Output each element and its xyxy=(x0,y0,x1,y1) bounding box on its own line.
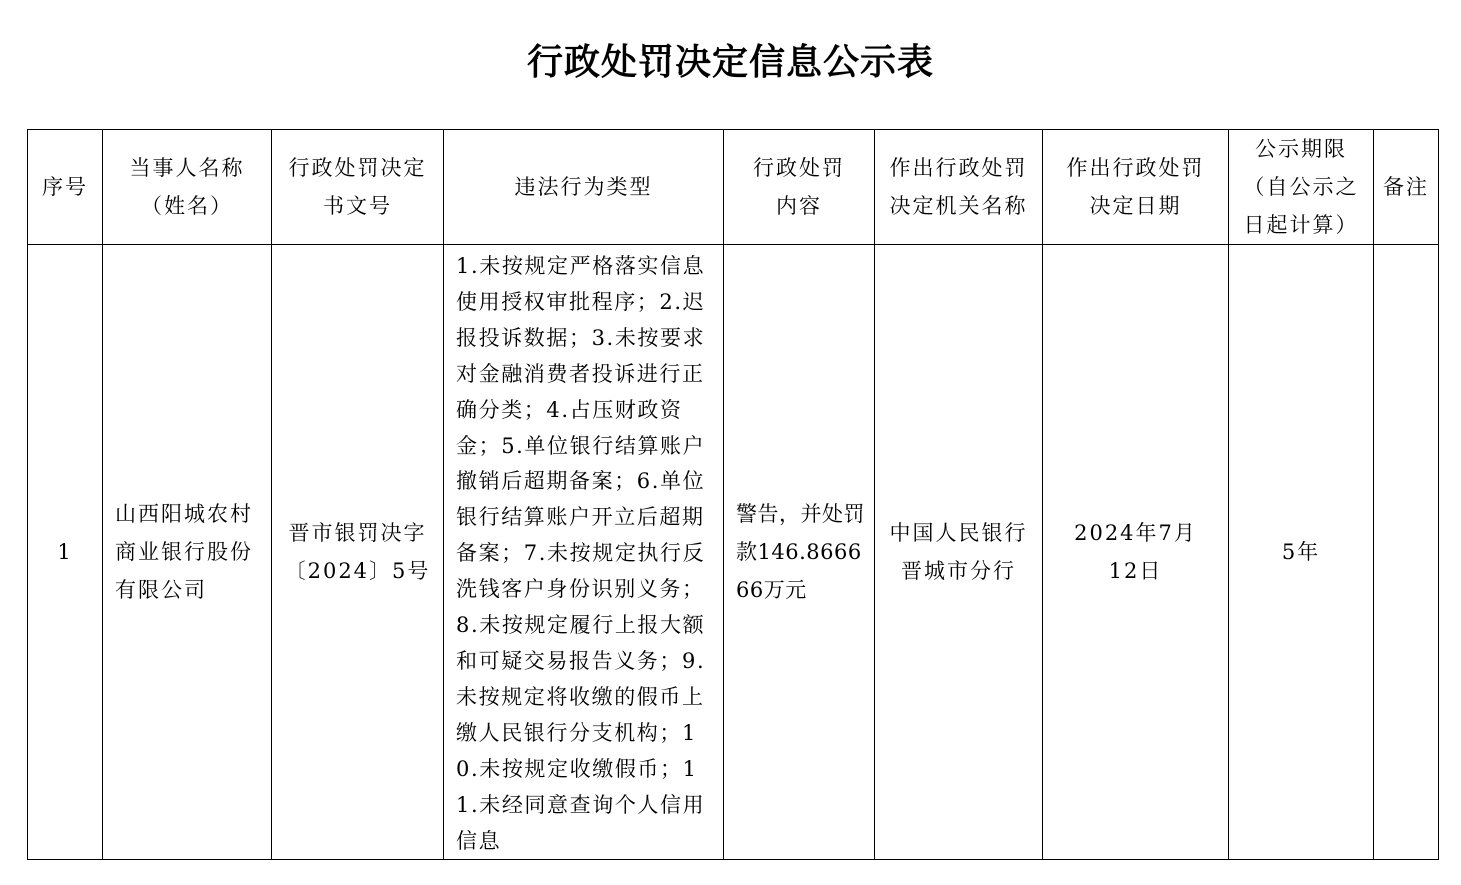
header-violation-type: 违法行为类型 xyxy=(444,130,724,245)
header-decision-doc-no: 行政处罚决定 书文号 xyxy=(272,130,444,245)
cell-violation-type: 1.未按规定严格落实信息使用授权审批程序；2.迟报投诉数据；3.未按要求对金融消费者投诉进行正确分类；4.占压财政资金；5.单位银行结算账户撤销后超期备案；6.单位银行结算账户开立后超期备案；7.未按规定执行反洗钱客户身份识别义务；8.未按规定履行上报大额和可疑交易报告义务；9.未按规定将收缴的假币上缴人民银行分支机构；10.未按规定收缴假币；11.未经同意查询个人信用信息 xyxy=(444,245,724,860)
cell-decision-doc-no: 晋市银罚决字〔2024〕5号 xyxy=(272,245,444,860)
header-penalty-content: 行政处罚 内容 xyxy=(724,130,875,245)
table-row xyxy=(28,245,1439,860)
header-publicity-period: 公示期限 （自公示之 日起计算） xyxy=(1229,130,1374,245)
header-authority: 作出行政处罚 决定机关名称 xyxy=(875,130,1043,245)
penalty-notice-table xyxy=(27,129,1439,860)
header-remarks: 备注 xyxy=(1374,130,1439,245)
cell-penalty-content: 警告，并处罚款146.866666万元 xyxy=(724,245,875,860)
cell-authority: 中国人民银行晋城市分行 xyxy=(875,245,1043,860)
table-header-row xyxy=(28,130,1439,245)
header-party-name: 当事人名称 （姓名） xyxy=(103,130,272,245)
cell-remarks xyxy=(1374,245,1439,860)
header-seq: 序号 xyxy=(28,130,103,245)
cell-decision-date: 2024年7月12日 xyxy=(1043,245,1229,860)
cell-seq: 1 xyxy=(28,245,103,860)
cell-publicity-period: 5年 xyxy=(1229,245,1374,860)
cell-party-name: 山西阳城农村商业银行股份有限公司 xyxy=(103,245,272,860)
page-title: 行政处罚决定信息公示表 xyxy=(526,41,934,83)
header-decision-date: 作出行政处罚 决定日期 xyxy=(1043,130,1229,245)
